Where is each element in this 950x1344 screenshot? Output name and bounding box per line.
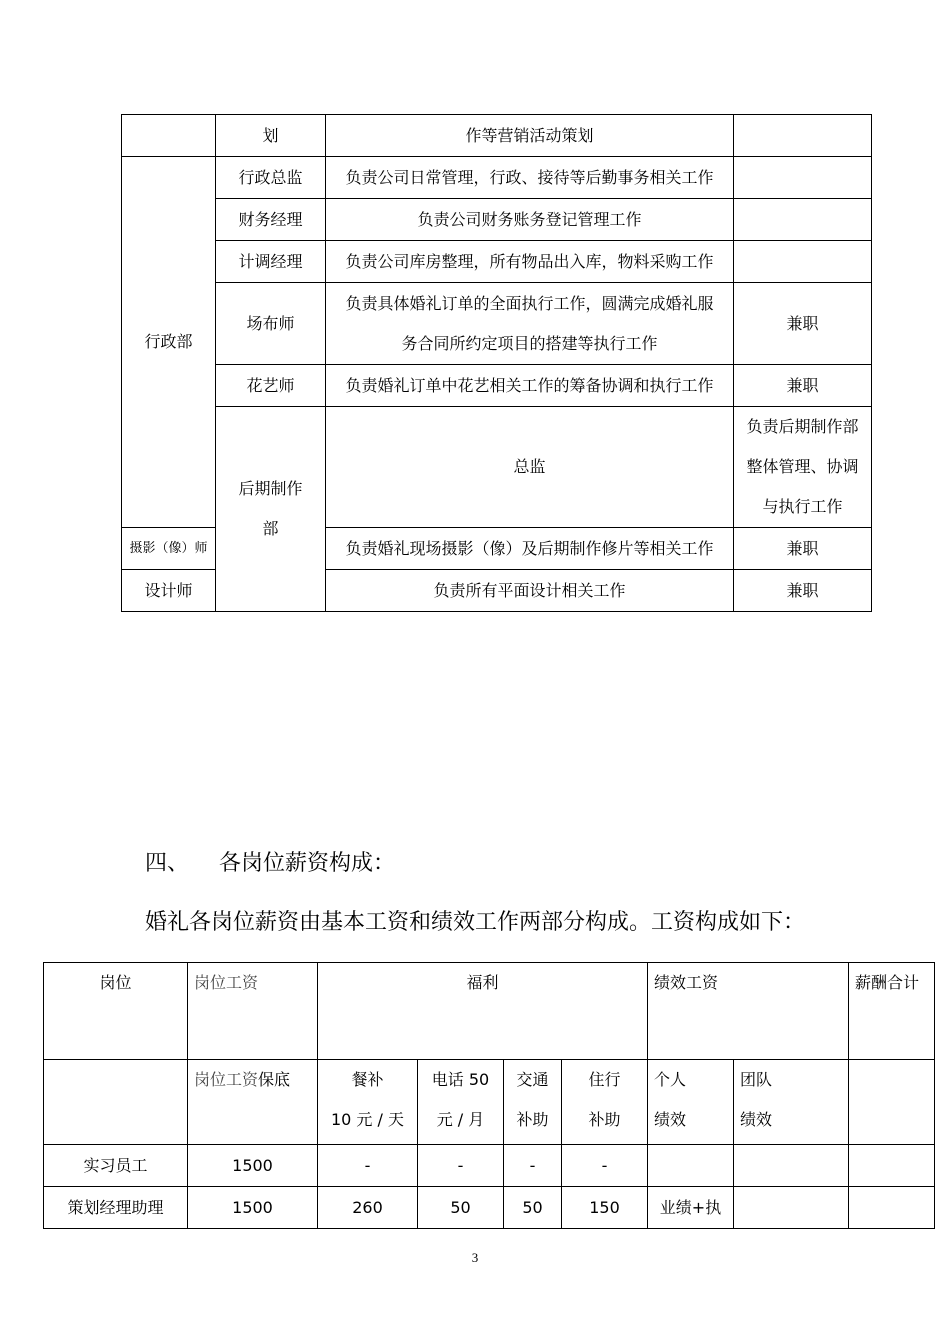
subheader-base-min xyxy=(188,1060,318,1145)
transport-cell: 50 xyxy=(504,1187,562,1229)
duty-cell: 负责公司财务账务登记管理工作 xyxy=(326,199,734,241)
subheader-phone xyxy=(418,1060,504,1145)
page-number: 3 xyxy=(471,1250,479,1265)
duty-cell: 负责公司日常管理，行政、接待等后勤事务相关工作 xyxy=(326,157,734,199)
section-heading xyxy=(145,846,395,877)
note-cell: 兼职 xyxy=(734,365,872,407)
note-cell: 兼职 xyxy=(734,528,872,570)
total-cell xyxy=(849,1145,935,1187)
note-cell xyxy=(734,241,872,283)
header-total xyxy=(849,963,935,1060)
note-cell: 兼职 xyxy=(734,570,872,612)
phone-cell: 50 xyxy=(418,1187,504,1229)
line: 元 / 月 xyxy=(436,1110,485,1129)
line: 交通 xyxy=(516,1070,549,1089)
table-header-row xyxy=(44,963,935,1060)
role-cell: 划 xyxy=(216,115,326,157)
position-cell: 实习员工 xyxy=(44,1145,188,1187)
table-row xyxy=(44,1145,935,1187)
table-row xyxy=(122,157,872,199)
section-number: 四、 xyxy=(145,851,190,876)
dept-admin-cell: 行政部 xyxy=(122,157,216,528)
housing-cell: 150 xyxy=(562,1187,648,1229)
meal-cell: - xyxy=(318,1145,418,1187)
roles-table xyxy=(121,114,872,612)
header-welfare: 福利 xyxy=(318,963,648,1060)
dept-line: 后期制作 xyxy=(238,479,303,498)
base-cell: 1500 xyxy=(188,1145,318,1187)
role-cell: 计调经理 xyxy=(216,241,326,283)
table-row xyxy=(122,407,872,528)
header-performance: 绩效工资 xyxy=(648,963,849,1060)
subheader-base-suffix: 保底 xyxy=(258,1070,291,1089)
duty-cell: 负责婚礼现场摄影（像）及后期制作修片等相关工作 xyxy=(326,528,734,570)
subheader-base-prefix: 岗位工资 xyxy=(194,1070,259,1089)
role-cell: 设计师 xyxy=(122,570,216,612)
role-cell: 总监 xyxy=(326,407,734,528)
role-cell: 摄影（像）师 xyxy=(122,528,216,570)
role-cell: 行政总监 xyxy=(216,157,326,199)
phone-cell: - xyxy=(418,1145,504,1187)
duty-cell xyxy=(326,283,734,365)
team-cell xyxy=(734,1145,849,1187)
base-cell: 1500 xyxy=(188,1187,318,1229)
table-row xyxy=(44,1187,935,1229)
table-row xyxy=(122,199,872,241)
salary-table xyxy=(43,962,935,1229)
line: 10 元 / 天 xyxy=(330,1110,404,1129)
subheader-total-empty xyxy=(849,1060,935,1145)
personal-cell xyxy=(648,1145,734,1187)
transport-cell: - xyxy=(504,1145,562,1187)
duty-cell: 负责公司库房整理，所有物品出入库，物料采购工作 xyxy=(326,241,734,283)
line: 餐补 xyxy=(351,1070,384,1089)
meal-cell: 260 xyxy=(318,1187,418,1229)
dept-line: 部 xyxy=(262,519,279,538)
line: 补助 xyxy=(588,1110,621,1129)
dept-cell xyxy=(122,115,216,157)
role-cell: 财务经理 xyxy=(216,199,326,241)
position-cell: 策划经理助理 xyxy=(44,1187,188,1229)
role-cell: 花艺师 xyxy=(216,365,326,407)
duty-cell: 负责后期制作部整体管理、协调与执行工作 xyxy=(734,407,872,528)
role-cell: 场布师 xyxy=(216,283,326,365)
duty-cell: 负责婚礼订单中花艺相关工作的筹备协调和执行工作 xyxy=(326,365,734,407)
header-base: 岗位工资 xyxy=(188,963,318,1060)
line: 补助 xyxy=(516,1110,549,1129)
subheader-transport xyxy=(504,1060,562,1145)
total-cell xyxy=(849,1187,935,1229)
line: 绩效 xyxy=(740,1110,773,1129)
section-intro: 婚礼各岗位薪资由基本工资和绩效工作两部分构成。工资构成如下： xyxy=(145,910,806,935)
subheader-personal xyxy=(648,1060,734,1145)
table-row xyxy=(122,115,872,157)
note-cell: 兼职 xyxy=(734,283,872,365)
line: 团队 xyxy=(740,1070,773,1089)
team-cell xyxy=(734,1187,849,1229)
line: 电话 50 xyxy=(431,1070,490,1089)
subheader-empty xyxy=(44,1060,188,1145)
dept-post-cell xyxy=(216,407,326,612)
table-row xyxy=(122,365,872,407)
table-subheader-row xyxy=(44,1060,935,1145)
personal-cell: 业绩+执 xyxy=(648,1187,734,1229)
subheader-team xyxy=(734,1060,849,1145)
line: 绩效 xyxy=(654,1110,687,1129)
line: 住行 xyxy=(588,1070,621,1089)
header-total-label: 薪酬合计 xyxy=(855,973,920,992)
housing-cell: - xyxy=(562,1145,648,1187)
subheader-meal xyxy=(318,1060,418,1145)
duty-line: 负责具体婚礼订单的全面执行工作，圆满完成婚礼服 xyxy=(345,293,714,313)
note-cell xyxy=(734,199,872,241)
note-cell xyxy=(734,157,872,199)
line: 个人 xyxy=(654,1070,687,1089)
note-cell xyxy=(734,115,872,157)
section-title: 各岗位薪资构成： xyxy=(219,851,396,876)
duty-cell: 作等营销活动策划 xyxy=(326,115,734,157)
header-position: 岗位 xyxy=(44,963,188,1060)
duty-cell: 负责所有平面设计相关工作 xyxy=(326,570,734,612)
table-row xyxy=(122,241,872,283)
subheader-housing xyxy=(562,1060,648,1145)
table-row xyxy=(122,283,872,365)
duty-line: 务合同所约定项目的搭建等执行工作 xyxy=(401,333,658,353)
